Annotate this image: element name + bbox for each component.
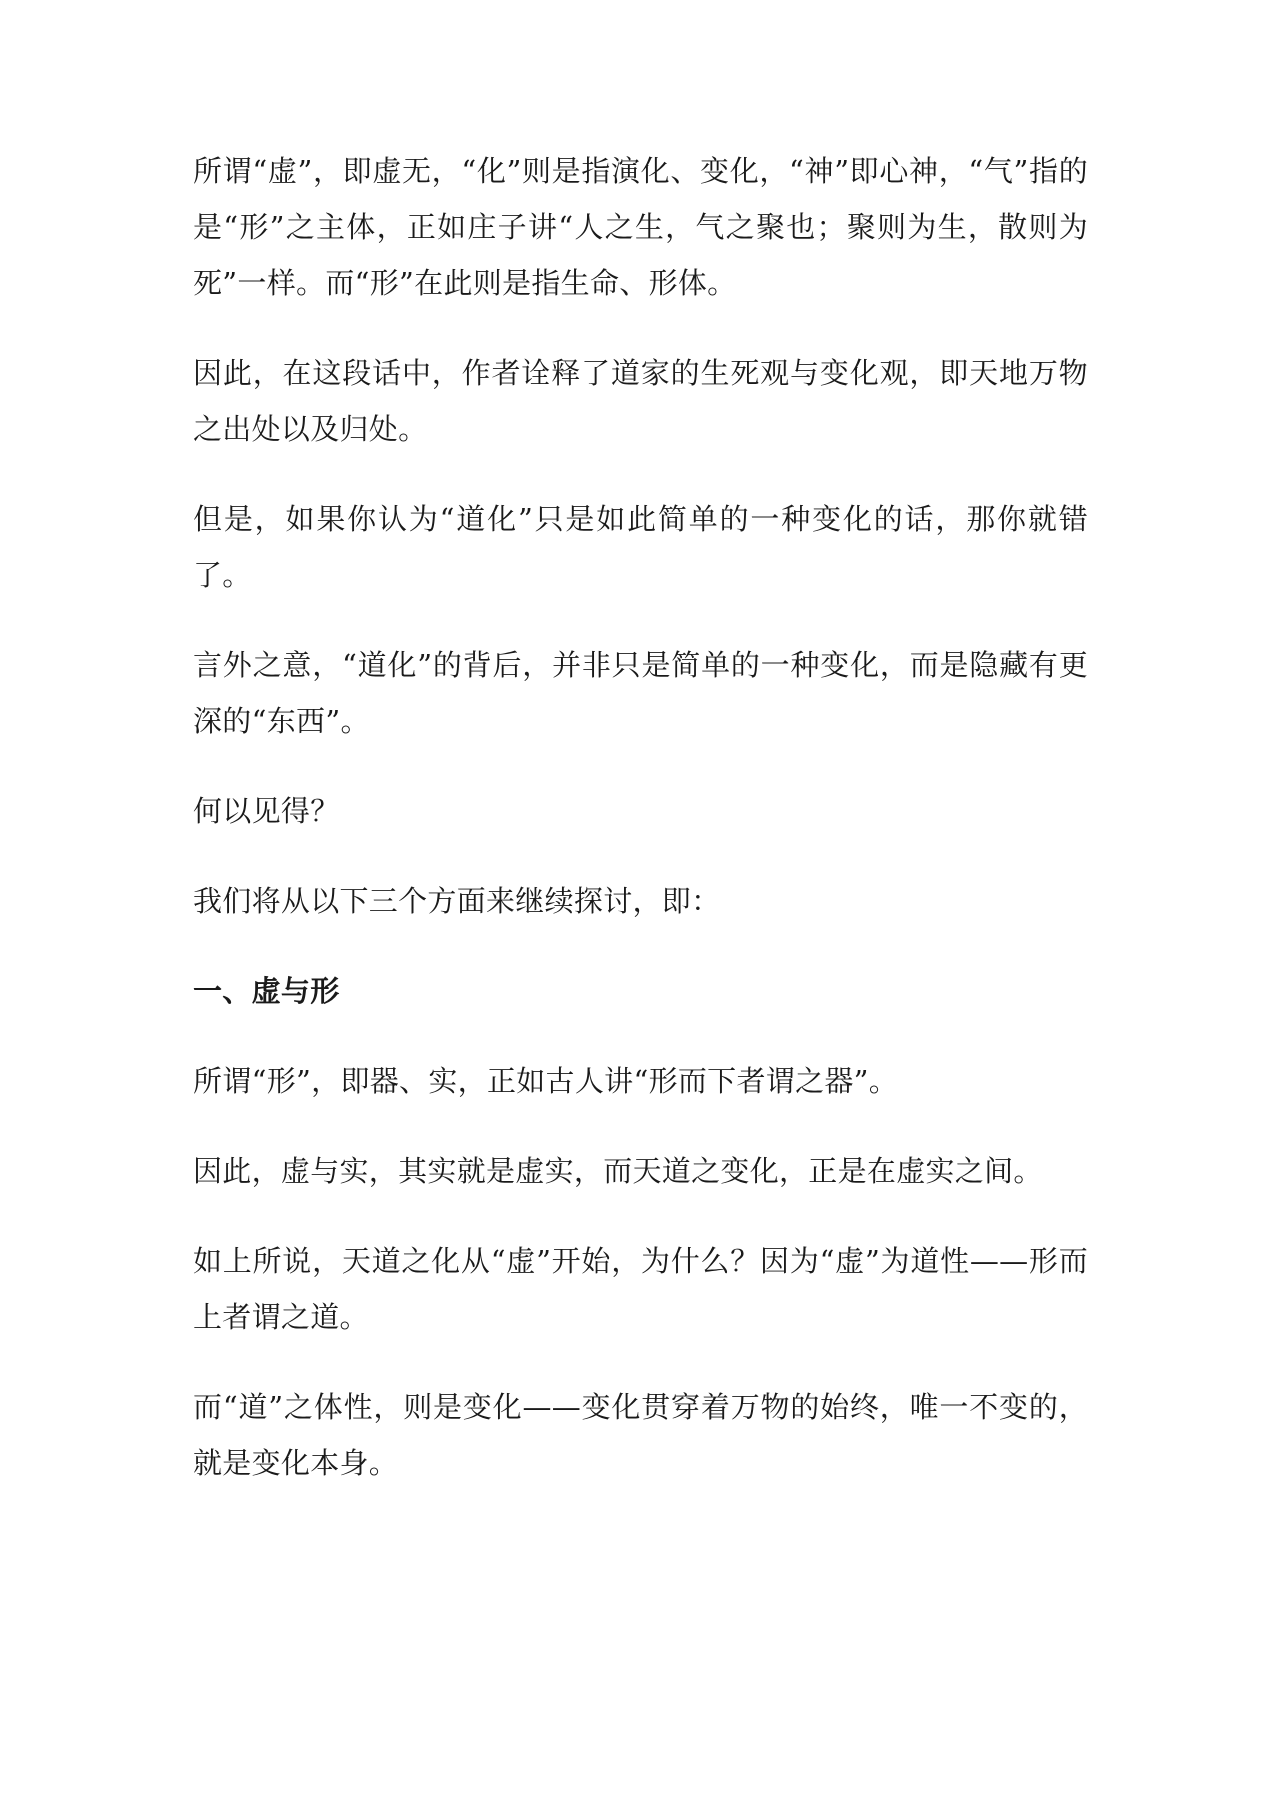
paragraph: 何以见得？ — [193, 794, 340, 828]
paragraph: 因此，在这段话中，作者诠释了道家的生死观与变化观，即天地万物之出处以及归处。 — [193, 356, 1088, 446]
paragraph: 我们将从以下三个方面来继续探讨，即： — [193, 884, 721, 918]
paragraph: 言外之意，“道化”的背后，并非只是简单的一种变化，而是隐藏有更深的“东西”。 — [193, 648, 1088, 738]
document-body — [193, 143, 1088, 1525]
paragraph: 因此，虚与实，其实就是虚实，而天道之变化，正是在虚实之间。 — [193, 1154, 1043, 1188]
paragraph: 但是，如果你认为“道化”只是如此简单的一种变化的话，那你就错了。 — [193, 502, 1088, 592]
paragraph: 所谓“形”，即器、实，正如古人讲“形而下者谓之器”。 — [193, 1064, 899, 1098]
paragraph: 所谓“虚”，即虚无，“化”则是指演化、变化，“神”即心神，“气”指的是“形”之主体，正如庄子讲“人之生，气之聚也；聚则为生，散则为死”一样。而“形”在此则是指生命、形体。 — [193, 154, 1088, 300]
section-heading: 一、虚与形 — [193, 974, 340, 1008]
paragraph: 如上所说，天道之化从“虚”开始，为什么？因为“虚”为道性——形而上者谓之道。 — [193, 1244, 1088, 1334]
paragraph: 而“道”之体性，则是变化——变化贯穿着万物的始终，唯一不变的，就是变化本身。 — [193, 1390, 1088, 1480]
